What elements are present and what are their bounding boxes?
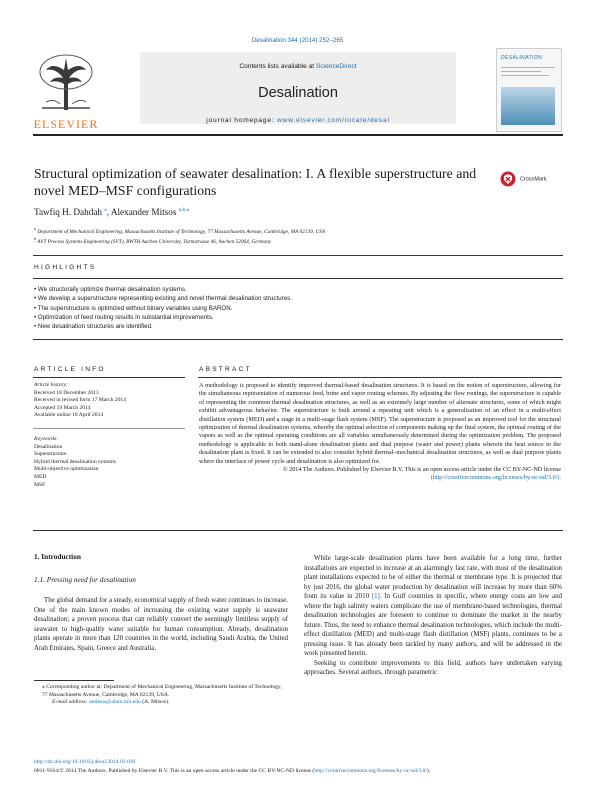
keyword: Multi-objective optimization (34, 466, 99, 473)
highlight-text: Optimization of feed routing results in substantial improvements. (37, 313, 214, 321)
section-heading: 1. Introduction (34, 552, 81, 561)
cover-title: DESALINATION (501, 55, 543, 61)
highlight-item: • We develop a superstructure representing existing and novel thermal desalination structures. (34, 295, 292, 303)
cover-line (501, 67, 555, 68)
affiliation-marker: a (34, 226, 36, 231)
license-link[interactable]: (http://creativecommons.org/licenses/by-nc-nd/3.0/). (430, 474, 561, 482)
body-paragraph: The global demand for a steady, economical supply of fresh water continues to increase. One of the main known modes of increasing the existing water supply is seawater desalination; a proven process that can reliably convert the seemingly limitless supply of seawater to high-quality water suitable for human consumption. Already, desalination plants operate in more than 120 countries in the world, including Saudi Arabia, the United Arab Emirates, Spain, Greece and Australia. (34, 597, 288, 652)
divider (33, 428, 185, 429)
copyright-text: © 2014 The Authors. Published by Elsevier B.V. This is an open access article under the CC BY-NC-ND license (282, 466, 561, 474)
divider (33, 255, 563, 256)
keywords-label: Keywords: (34, 436, 59, 442)
crossmark-badge[interactable] (500, 170, 560, 186)
affiliation-text: AVT Process Systems Engineering (SVT), RWTH Aachen University, Turmstrasse 46, Aachen 52064, Germany (37, 238, 272, 245)
article-info-heading: ARTICLE INFO (34, 366, 106, 373)
highlight-text: We develop a superstructure representing existing and novel thermal desalination structures. (37, 295, 292, 303)
highlight-item: • We structurally optimize thermal desalination systems. (34, 286, 187, 293)
keyword: Desalination (34, 443, 63, 450)
abstract-body (199, 382, 561, 483)
reference-link[interactable]: [1] (371, 593, 380, 600)
keyword: Hybrid thermal desalination systems (34, 458, 116, 465)
doi-link[interactable]: http://dx.doi.org/10.1016/j.desal.2014.03.030 (34, 759, 136, 765)
issn-copyright (34, 768, 430, 774)
corresponding-author-note: ⁎ Corresponding author at: Department of Mechanical Engineering, Massachusetts Institute of Technology, 77 Massachusetts Avenue, Cambridge, MA 02139, USA. (42, 684, 282, 698)
highlight-text: New desalination structures are identified. (37, 323, 153, 331)
email-link[interactable]: amitsos@alum.mit.edu (89, 699, 141, 706)
history-label: Article history: (34, 382, 69, 388)
cover-illustration (501, 87, 555, 125)
journal-citation[interactable]: Desalination 344 (2014) 252–265 (251, 37, 344, 44)
author-name: Alexander Mitsos (110, 207, 177, 218)
highlight-item: • The superstructure is optimized without binary variables using BARON. (34, 304, 233, 312)
abstract-paragraph: A methodology is proposed to identify improved thermal-based desalination structures. It is based on the notion of superstructure, allowing for the simultaneous representation of numerous feed, brine and vapor routing schemes. By adjusting the flow routings, the superstructure is capable of representing the common thermal desalination structures, as well as an extremely large number of alternate structures, some of which might exhibit advantageous behavior. The superstructure is built around a repeating unit which is a generalization of an effect in a multi-effect distillation system (MED) and a stage in a multi-stage flash system (MSF). The superstructure is proposed as an improved tool for the structural optimization of thermal desalination systems, whereby the optimal selection of components making up the final system, the optimal routing of the vapors as well as the optimal operating conditions are all variables simultaneously determined during the optimization problem. The proposed methodology is applicable to both stand-alone desalination plants and dual purpose (water and power) plants wherein the heat source to the desalination plant is fixed. It can be extended to also consider hybrid thermal–mechanical desalination structures, as well as dual purpose plants where the interface of power cycle and desalination is also optimized for. (199, 382, 561, 465)
article-title: Structural optimization of seawater desalination: I. A flexible superstructure and novel MED–MSF configurations (34, 166, 477, 198)
abstract-heading: ABSTRACT (199, 366, 252, 373)
highlight-item: • Optimization of feed routing results in substantial improvements. (34, 313, 214, 321)
keyword: Superstructure (34, 451, 67, 458)
keywords (34, 436, 116, 489)
article-history (34, 382, 126, 420)
divider (198, 377, 562, 378)
body-right-column (304, 554, 562, 678)
highlights-heading: HIGHLIGHTS (34, 264, 97, 271)
elsevier-tree-logo (36, 50, 96, 112)
contents-prefix: Contents lists available at (239, 63, 316, 70)
email-suffix: (A. Mitsos). (140, 699, 170, 706)
subsection-heading: 1.1. Pressing need for desalination (34, 575, 136, 584)
homepage-link[interactable]: www.elsevier.com/locate/desal (277, 117, 390, 124)
author-separator: , (106, 207, 111, 218)
divider (33, 339, 563, 340)
highlights-list (34, 285, 292, 331)
journal-cover-image (496, 48, 562, 132)
cover-line (501, 75, 549, 76)
journal-title: Desalination (258, 85, 338, 101)
abstract-copyright (199, 466, 561, 483)
body-paragraph (304, 554, 562, 659)
affiliation-text: Department of Mechanical Engineering, Massachusetts Institute of Technology, 77 Massachusetts Avenue, Cambridge, MA 02139, USA (37, 228, 326, 235)
body-text: While large-scale desalination plants have been available for a long time, further installations are expected to increase at an alarmingly fast rate, with most of the desalination plant installations expected to be of either the thermal or membrane type. It is projected that by just 2016, the global water production by desalination will increase by more than 60% from its value in 2010 (304, 555, 562, 600)
body-text: . In Gulf countries in specific, where energy costs are low and where the high salinity waters complicate the use of membrane-based technologies, thermal desalination technologies are foreseen to continue to dominate the market in the nearby future. Thus, the need to enhance thermal desalination technologies, which include the multi-effect distillation (MED) and multi-stage flash distillation (MSF) plants, continues to be a pressing issue. It has already been tackled by many authors, and will be addressed in the work presented herein. (304, 593, 562, 657)
footer-copyright-text: 0011-9164/© 2014 The Authors. Published by Elsevier B.V. This is an open access article under the CC BY-NC-ND license ( (34, 768, 315, 774)
cover-line (501, 71, 541, 72)
footer-license-link[interactable]: http://creativecommons.org/licenses/by-nc-nd/3.0/ (314, 768, 427, 774)
author-list (34, 207, 189, 217)
affiliation-b (34, 236, 271, 245)
author-name: Tawfiq H. Dahdah (34, 207, 102, 218)
highlight-text: The superstructure is optimized without binary variables using BARON. (37, 304, 233, 312)
email-label: E-mail address: (52, 699, 90, 706)
divider (33, 377, 185, 378)
history-item: Received 18 December 2013 (34, 389, 99, 396)
history-item: Accepted 19 March 2014 (34, 404, 91, 411)
affiliation-marker: b (34, 236, 36, 241)
sciencedirect-link[interactable]: ScienceDirect (315, 63, 357, 70)
email-note (34, 699, 288, 707)
affiliation-marker[interactable]: a,b,⁎ (178, 207, 190, 213)
footnotes (34, 684, 288, 707)
crossmark-label: CrossMark (520, 176, 547, 183)
crossmark-icon (500, 171, 516, 187)
affiliation-marker[interactable]: a (104, 207, 107, 213)
homepage-prefix: journal homepage: (206, 117, 278, 124)
divider (33, 278, 563, 279)
keyword: MSF (34, 481, 46, 488)
history-item: Available online 18 April 2014 (34, 412, 104, 419)
affiliation-a (34, 226, 325, 235)
footnote-rule (34, 680, 114, 681)
publisher-name: ELSEVIER (33, 117, 99, 131)
body-left-column (34, 596, 288, 653)
footer-close: ). (426, 768, 431, 774)
history-item: Received in revised form 17 March 2014 (34, 397, 126, 404)
journal-homepage (140, 117, 456, 124)
highlight-item: • New desalination structures are identified. (34, 323, 153, 331)
divider (33, 530, 563, 531)
highlight-text: We structurally optimize thermal desalination systems. (37, 286, 187, 293)
contents-line (140, 63, 456, 70)
header-rule (33, 134, 563, 136)
keyword: MED (34, 473, 47, 480)
body-paragraph: Seeking to contribute improvements to this field, authors have undertaken varying approaches. Several authors, through parametric (304, 659, 562, 676)
